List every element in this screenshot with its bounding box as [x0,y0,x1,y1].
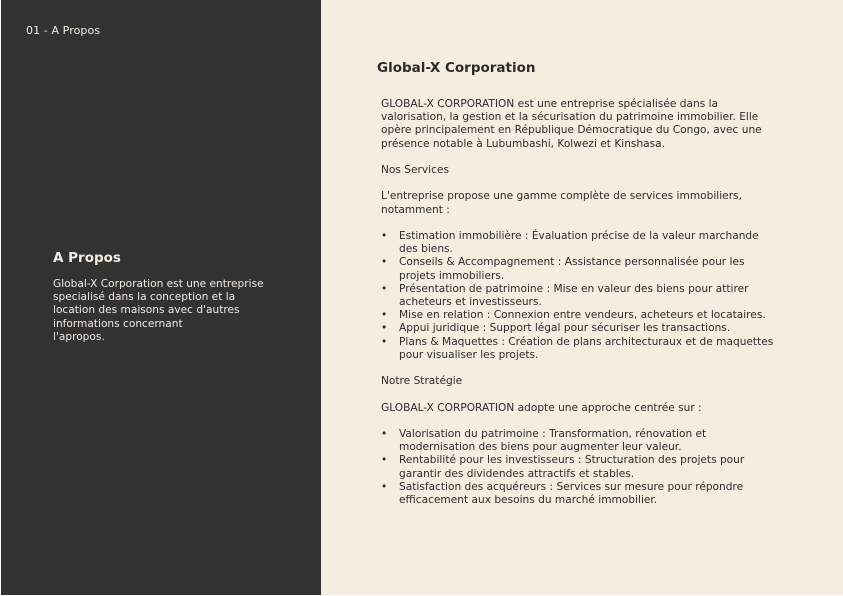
list-item-text: Présentation de patrimoine : Mise en valeur des biens pour attirer acheteurs et investisseurs. [399,282,749,308]
list-item-text: Mise en relation : Connexion entre vendeurs, acheteurs et locataires. [399,309,766,322]
list-item-text: Satisfaction des acquéreurs : Services sur mesure pour répondre efficacement aux besoins du marché immobilier. [399,480,744,506]
document-body [381,98,791,520]
bullet-icon: • [381,322,388,335]
bullet-icon: • [381,454,388,467]
list-item [381,336,791,362]
list-item [381,283,791,309]
strategy-list [381,428,791,507]
services-intro: L'entreprise propose une gamme complète de services immobiliers, notamment : [381,190,742,216]
bullet-icon: • [381,480,388,493]
intro-paragraph: GLOBAL-X CORPORATION est une entreprise spécialisée dans la valorisation, la gestion et la sécurisation du patrimoine immobilier. Elle opère principalement en République Démocratique du Congo, avec une présence notable à Lubumbashi, Kolwezi et Kinshasa. [381,98,762,150]
bullet-icon: • [381,335,388,348]
list-item [381,481,791,507]
list-item [381,428,791,454]
bullet-icon: • [381,282,388,295]
bullet-icon: • [381,309,388,322]
list-item-text: Estimation immobilière : Évaluation précise de la valeur marchande des biens. [399,229,759,256]
page-title: Global-X Corporation [377,60,536,76]
strategy-heading: Notre Stratégie [381,375,463,388]
sidebar-panel [1,0,321,595]
sidebar-description: Global-X Corporation est une entreprise specialisé dans la conception et la location des maisons avec d'autres informations concernant l'apropos. [53,278,264,343]
list-item-text: Rentabilité pour les investisseurs : Structuration des projets pour garantir des dividendes attractifs et stables. [399,454,745,480]
sidebar-title: A Propos [53,250,121,266]
section-label: 01 - A Propos [26,24,101,37]
list-item-text: Conseils & Accompagnement : Assistance personnalisée pour les projets immobiliers. [399,256,745,282]
list-item [381,454,791,480]
bullet-icon: • [381,229,388,242]
list-item [381,322,791,335]
list-item-text: Plans & Maquettes : Création de plans architecturaux et de maquettes pour visualiser les projets. [399,335,774,361]
bullet-icon: • [381,256,388,269]
bullet-icon: • [381,427,388,440]
list-item-text: Valorisation du patrimoine : Transformation, rénovation et modernisation des biens pour augmenter leur valeur. [399,427,707,454]
services-heading: Nos Services [381,164,449,176]
list-item [381,309,791,322]
list-item [381,230,791,256]
services-list [381,230,791,362]
list-item-text: Appui juridique : Support légal pour sécuriser les transactions. [399,322,731,335]
list-item [381,256,791,282]
strategy-intro: GLOBAL-X CORPORATION adopte une approche centrée sur : [381,401,702,414]
content-panel [321,0,843,595]
